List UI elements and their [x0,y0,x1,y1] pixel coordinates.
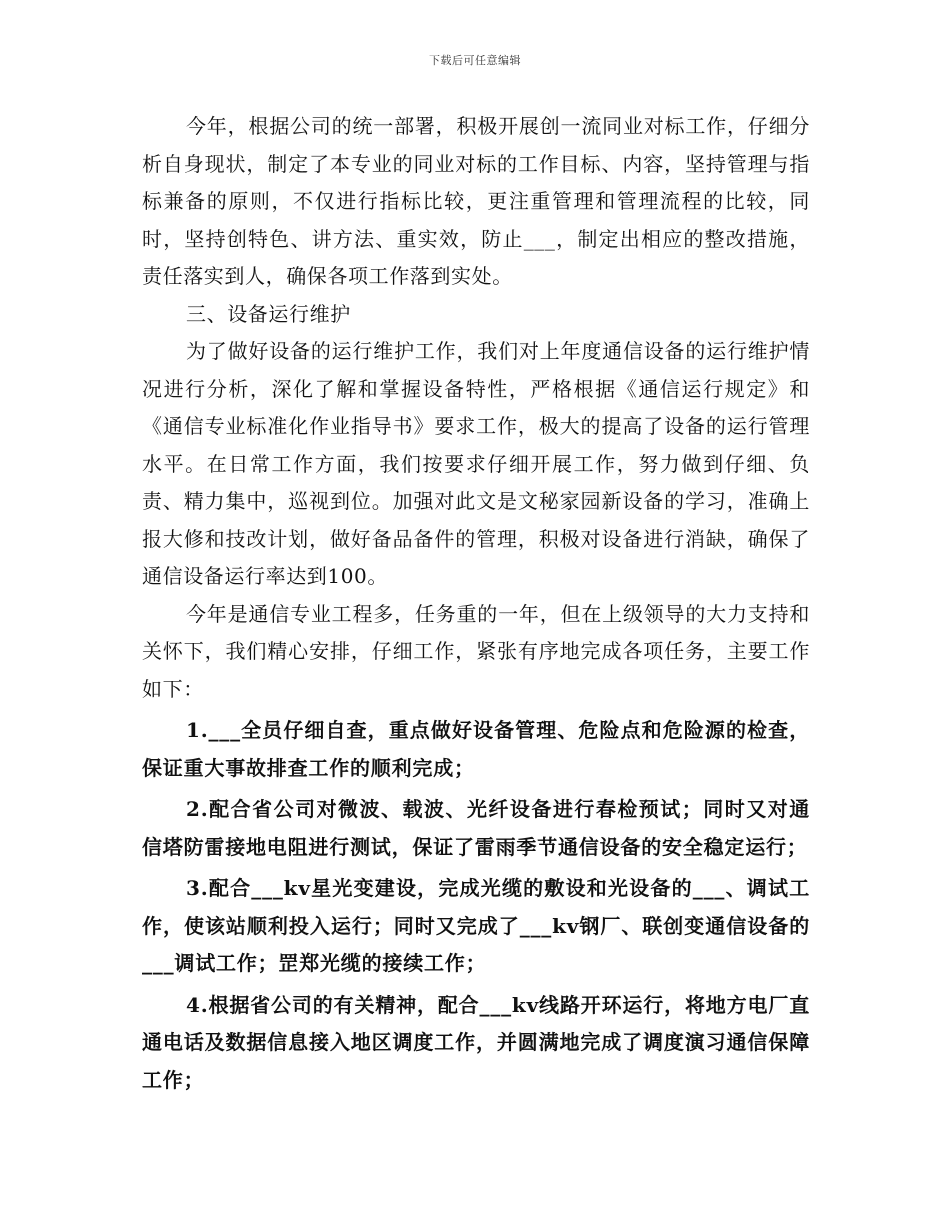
paragraph-maintenance: 为了做好设备的运行维护工作，我们对上年度通信设备的运行维护情况进行分析，深化了解和掌握设备特性，严格根据《通信运行规定》和《通信专业标准化作业指导书》要求工作，极大的提高了设备的运行管理水平。在日常工作方面，我们按要求仔细开展工作，努力做到仔细、负责、精力集中，巡视到位。加强对此文是文秘家园新设备的学习，准确上报大修和技改计划，做好备品备件的管理，积极对设备进行消缺，确保了通信设备运行率达到100。 [142,339,810,588]
section-heading-equipment-maintenance: 三、设备运行维护 [186,301,351,326]
paragraph-overview: 今年是通信专业工程多，任务重的一年，但在上级领导的大力支持和关怀下，我们精心安排，仔细工作，紧张有序地完成各项任务，主要工作如下： [142,601,810,701]
list-item-4: 4.根据省公司的有关精神，配合___kv线路开环运行，将地方电厂直通电话及数据信息接入地区调度工作，并圆满地完成了调度演习通信保障工作； [142,992,810,1092]
list-item-2: 2.配合省公司对微波、载波、光纤设备进行春检预试；同时又对通信塔防雷接地电阻进行测试，保证了雷雨季节通信设备的安全稳定运行； [142,797,810,859]
list-item-3: 3.配合___kv星光变建设，完成光缆的敷设和光设备的___、调试工作，使该站顺利投入运行；同时又完成了___kv钢厂、联创变通信设备的___调试工作；罡郑光缆的接续工作； [142,876,810,975]
list-item-1: 1.___全员仔细自查，重点做好设备管理、危险点和危险源的检查，保证重大事故排查工作的顺利完成； [142,718,810,780]
page-header: 下载后可任意编辑 [429,54,521,67]
document-body [142,108,810,1099]
paragraph-benchmarking: 今年，根据公司的统一部署，积极开展创一流同业对标工作，仔细分析自身现状，制定了本专业的同业对标的工作目标、内容，坚持管理与指标兼备的原则，不仅进行指标比较，更注重管理和管理流程的比较，同时，坚持创特色、讲方法、重实效，防止___，制定出相应的整改措施，责任落实到人，确保各项工作落到实处。 [142,114,810,288]
